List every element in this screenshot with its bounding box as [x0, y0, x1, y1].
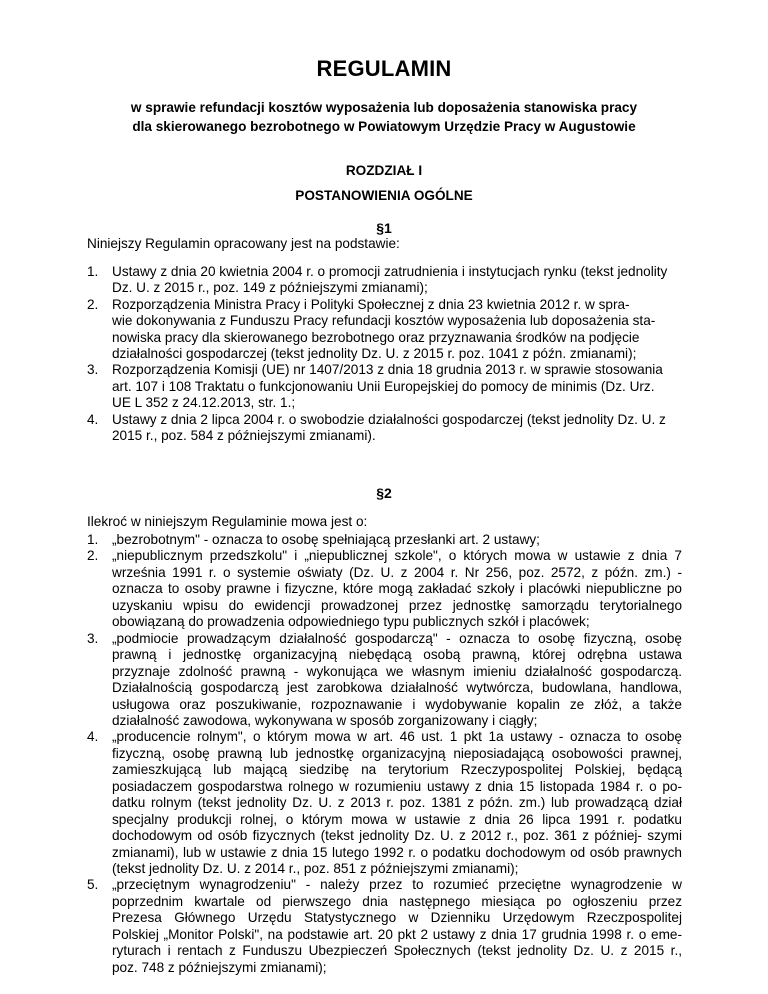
sec2-item-2-line-4: uzyskaniu wpisu do ewidencji prowadzonej przez jednostkę samorządu terytorialnego [112, 597, 682, 613]
sec1-item-3-line-3: UE L 352 z 24.12.2013, str. 1.; [112, 395, 296, 411]
sec2-item-3-number: 3. [87, 630, 99, 646]
subtitle-line-1: w sprawie refundacji kosztów wyposażenia lub doposażenia stanowiska pracy [130, 100, 638, 115]
sec1-item-3-line-2: art. 107 i 108 Traktatu o funkcjonowaniu Unii Europejskiej do pomocy de minimis (Dz. Urz. [112, 378, 655, 394]
sec2-item-2-line-3: oznacza to osoby prawne i fizyczne, które mogą zakładać szkoły i placówki niepubliczne po [112, 581, 682, 597]
sec2-item-5-line-6: poz. 748 z późniejszymi zmianami); [112, 959, 327, 975]
sec1-item-2-line-2: wie dokonywania z Funduszu Pracy refundacji kosztów wyposażenia lub doposażenia sta- [112, 313, 656, 329]
section-2-mark: §2 [376, 485, 392, 501]
sec2-item-4-line-1: „producencie rolnym", o którym mowa w art. 46 ust. 1 pkt 1a ustawy - oznacza to osobę [112, 729, 682, 745]
sec2-item-5-line-2: poprzednim kwartale od pierwszego dnia następnego miesiąca po ogłoszeniu przez [112, 893, 682, 909]
sec2-item-4-line-4: posiadaczem gospodarstwa rolnego w rozumieniu ustawy z dnia 15 listopada 1984 r. o po- [112, 778, 682, 794]
sec1-item-3-number: 3. [87, 362, 99, 378]
section-1-mark: §1 [376, 220, 392, 236]
sec2-item-2-line-5: obowiązaną do prowadzenia odpowiedniego typu publicznych szkół i placówek; [112, 614, 590, 630]
sec2-item-3-line-4: Działalnością gospodarczą jest zarobkowa działalność wytwórcza, budowlana, handlowa, [112, 680, 682, 696]
chapter-number: ROZDZIAŁ I [345, 163, 423, 178]
sec2-item-5-line-3: Prezesa Głównego Urzędu Statystycznego w Dzienniku Urzędowym Rzeczpospolitej [112, 910, 682, 926]
sec1-item-4-line-1: Ustawy z dnia 2 lipca 2004 r. o swobodzie działalności gospodarczej (tekst jednolity Dz. U. z [112, 411, 666, 427]
sec2-item-4-line-2: fizyczną, osobę prawną lub jednostkę organizacyjną nieposiadającą osobowości prawnej, [112, 745, 682, 761]
section-2-intro: Ilekroć w niniejszym Regulaminie mowa jest o: [87, 514, 368, 529]
sec2-item-4-line-7: dochodowym od osób fizycznych (tekst jednolity Dz. U. z 2012 r., poz. 361 z później- szymi [112, 828, 682, 844]
sec1-item-1-number: 1. [87, 264, 99, 279]
sec2-item-3-line-5: usługowa oraz poszukiwanie, rozpoznawanie i wydobywanie kopalin ze złóż, a także [112, 696, 682, 712]
sec2-item-5-line-4: Polskiej „Monitor Polski", na podstawie art. 20 pkt 2 ustawy z dnia 17 grudnia 1998 r. o eme- [112, 926, 682, 942]
sec2-item-4-line-6: specjalny produkcji rolnej, o którym mowa w ustawie z dnia 26 lipca 1991 r. podatku [112, 811, 682, 827]
sec1-item-1-line-2: Dz. U. z 2015 r., poz. 149 z późniejszymi zmianami); [112, 280, 428, 296]
sec2-item-5-line-5: ryturach i rentach z Funduszu Ubezpieczeń Społecznych (tekst jednolity Dz. U. z 2015 r., [112, 943, 682, 959]
sec2-item-4-line-9: (tekst jednolity Dz. U. z 2014 r., poz. 851 z późniejszymi zmianami); [112, 861, 519, 876]
document-title: REGULAMIN [316, 56, 452, 81]
sec1-item-3-line-1: Rozporządzenia Komisji (UE) nr 1407/2013 z dnia 18 grudnia 2013 r. w sprawie stosowania [112, 362, 663, 378]
sec1-item-2-number: 2. [87, 296, 99, 312]
section-1-intro: Niniejszy Regulamin opracowany jest na podstawie: [87, 236, 400, 251]
sec2-item-4-line-3: zamieszkującą lub mającą siedzibę na terytorium Rzeczypospolitej Polskiej, będącą [112, 762, 682, 778]
sec1-item-2-line-4: działalności gospodarczej (tekst jednolity Dz. U. z 2015 r. poz. 1041 z późn. zmianami); [112, 346, 637, 361]
sec2-item-1-line-1: „bezrobotnym" - oznacza to osobę spełniającą przesłanki art. 2 ustawy; [112, 532, 540, 547]
sec2-item-5-line-1: „przeciętnym wynagrodzeniu" - należy przez to rozumieć przeciętne wynagrodzenie w [112, 877, 682, 893]
sec1-item-4-line-2: 2015 r., poz. 584 z późniejszymi zmianami). [112, 428, 376, 443]
sec2-item-1-number: 1. [87, 532, 99, 547]
sec2-item-4-line-5: datku rolnym (tekst jednolity Dz. U. z 2013 r. poz. 1381 z późn. zm.) lub prowadzącą dział [112, 795, 682, 811]
sec1-item-4-number: 4. [87, 411, 99, 427]
sec2-item-5-number: 5. [87, 877, 99, 893]
sec2-item-3-line-2: prawną i jednostkę organizacyjną niebędącą osobą prawną, której odrębna ustawa [112, 647, 682, 663]
sec2-item-4-line-8: zmianami), lub w ustawie z dnia 15 lutego 1992 r. o podatku dochodowym od osób prawnych [112, 844, 682, 860]
chapter-title: POSTANOWIENIA OGÓLNE [295, 188, 473, 203]
sec2-item-3-line-3: przyznaje zdolność prawną - wykonująca we własnym imieniu działalność gospodarczą. [112, 663, 682, 679]
sec2-item-2-line-2: września 1991 r. o systemie oświaty (Dz. U. z 2004 r. Nr 256, poz. 2572, z późn. zm.) - [112, 564, 682, 580]
sec2-item-3-line-1: „podmiocie prowadzącym działalność gospodarczą" - oznacza to osobę fizyczną, osobę [112, 630, 682, 646]
sec1-item-1-line-1: Ustawy z dnia 20 kwietnia 2004 r. o promocji zatrudnienia i instytucjach rynku (tekst jednolity [112, 264, 668, 279]
sec2-item-2-number: 2. [87, 548, 99, 564]
sec1-item-2-line-1: Rozporządzenia Ministra Pracy i Polityki Społecznej z dnia 23 kwietnia 2012 r. w spra- [112, 296, 630, 312]
sec2-item-2-line-1: „niepublicznym przedszkolu" i „niepublicznej szkole", o których mowa w ustawie z dnia 7 [112, 548, 682, 564]
subtitle-line-2: dla skierowanego bezrobotnego w Powiatowym Urzędzie Pracy w Augustowie [132, 119, 636, 134]
sec1-item-2-line-3: nowiska pracy dla skierowanego bezrobotnego oraz przyznawania środków na podjęcie [112, 329, 640, 345]
sec2-item-3-line-6: działalność zawodowa, wykonywana w sposób zorganizowany i ciągły; [112, 712, 538, 728]
sec2-item-4-number: 4. [87, 729, 99, 745]
